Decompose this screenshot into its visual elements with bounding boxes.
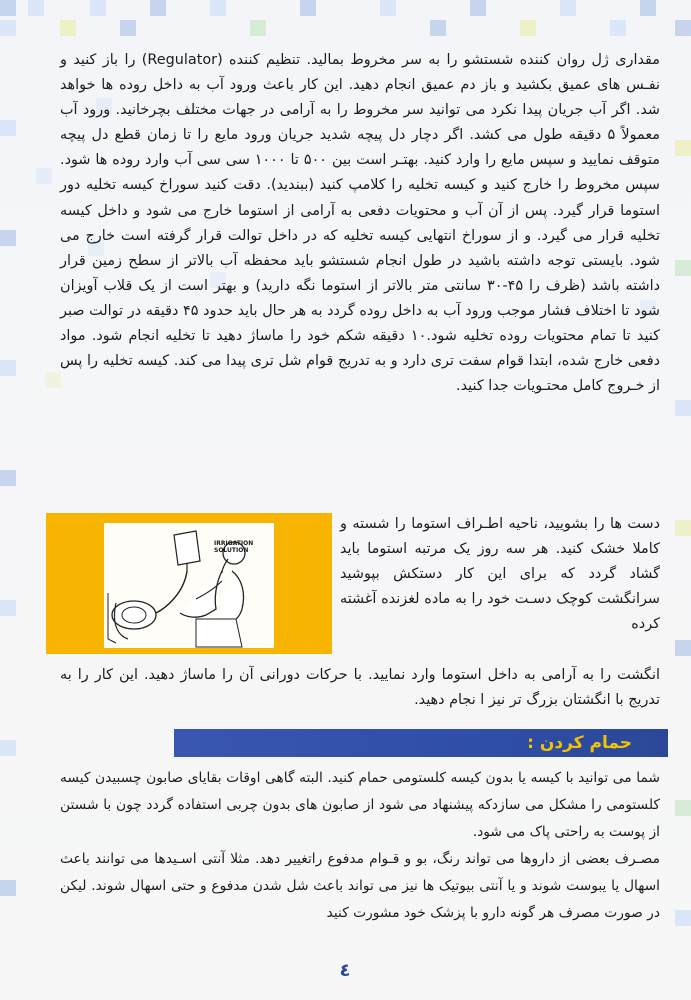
decor-tile xyxy=(430,20,446,36)
decor-tile xyxy=(470,0,486,16)
paragraph-stoma-care-continued: انگشت را به آرامی به داخل استوما وارد نمایید. با حرکات دورانی آن را ماساژ دهید. این کار را به تدریج با انگشتان بزرگ تر نیز ا نجام دهید. xyxy=(60,667,660,709)
irrigation-drawing xyxy=(46,513,332,654)
decor-tile xyxy=(675,910,691,926)
paragraph-medication: مصـرف بعضی از داروها می تواند رنگ، بو و قـوام مدفوع راتغییر دهد. مثلا آنتی اسـیدها می توانند باعث اسهال یا یبوست شوند و یا آنتی بیوتیک ها نیز می تواند باعث شل شدن مدفوع و حتی اسهال شوند. لیکن در صورت مصرف هر گونه دارو با پزشک خود مشورت کنید xyxy=(60,851,660,921)
paragraph-irrigation-steps: مقداری ژل روان کننده شستشو را به سر مخروط بمالید. تنظیم کننده (Regulator) را باز کنید و نفـس های عمیق بکشید و باز دم عمیق انجام دهید. این کار باعث ورود آب به داخل روده ها خواهد شد. اگر آب جریان پیدا نکرد می توانید سر مخروط را به آرامی در جهات مختلف بچرخانید. ورود آب معمولاً ۵ دقیقه طول می کشد. اگر دچار دل پیچه شدید جریان ورود مایع را تا زمان قطع دل پیچه متوقف نمایید و سپس مایع را وارد کنید. بهتـر است بین ۵۰۰ تا ۱۰۰۰ سی سی آب وارد روده ها شود. سپس مخروط را خارج کنید و کیسه تخلیه را کلامپ کنید (ببندید). دقت کنید سوراخ کیسه تخلیه دور استوما قرار گیرد. پس از آن آب و محتویات دفعی به آرامی از استوما خارج می شود و داخل کیسه تخلیه قرار می گیرد. و از سوراخ انتهایی کیسه تخلیه که در داخل توالت قرار گرفته است خارج می شود. بایستی توجه داشته باشید در طول انجام شستشو باید محفظه آب بالاتر از سطح زمین قرار داشته باشد (ظرف را ۴۵-۳۰ سانتی متر بالاتر از استوما نگه دارید) و بهتر است از یک قلاب آویزان شود تا اختلاف فشار موجب ورود آب به داخل روده گردد به هر حال باید حدود ۴۵ دقیقه در توالت صبر کنید تا تمام محتویات روده تخلیه شود.۱۰ دقیقه شکم خود را ماساژ دهید تا تخلیه انجام شود. مواد دفعی خارج شده، ابتدا قوام سفت تری دارد و به تدریج قوام شل تری پیدا می کند. کیسه تخلیه را پس از خـروج کامل محتـویات جدا کنید. xyxy=(60,52,661,395)
decor-tile xyxy=(0,360,16,376)
decor-tile xyxy=(380,0,396,16)
seat-box xyxy=(196,619,242,647)
decor-tile xyxy=(0,880,16,896)
decor-tile xyxy=(0,230,16,246)
paragraph-bathing-soap: شما می توانید با کیسه یا بدون کیسه کلستومی حمام کنید. البته گاهی اوقات بقایای صابون چسبیدن کیسه کلستومی را مشکل می سازدکه پیشنهاد می شود از صابون های بدون چربی استفاده گردد چون با شستن از پوست به راحتی پاک می شود. xyxy=(60,770,660,840)
irrigation-illustration xyxy=(46,513,332,654)
decor-tile xyxy=(610,20,626,36)
decor-tile xyxy=(28,0,44,16)
decor-tile xyxy=(675,140,691,156)
decor-tile xyxy=(300,0,316,16)
irrigation-bag xyxy=(174,531,200,565)
decor-tile xyxy=(0,20,16,36)
toilet-bowl xyxy=(112,601,156,629)
decor-tile xyxy=(675,20,691,36)
decor-tile xyxy=(210,0,226,16)
decor-tile xyxy=(675,260,691,276)
figure-caption-line-1: IRRIGATION xyxy=(214,540,254,547)
decor-tile xyxy=(250,20,266,36)
section-heading-bar xyxy=(174,729,668,757)
decor-tile xyxy=(520,20,536,36)
section-heading-bathing: حمام کردن : xyxy=(527,733,632,753)
decor-tile xyxy=(675,800,691,816)
decor-tile xyxy=(675,520,691,536)
decor-tile xyxy=(45,372,61,388)
decor-tile xyxy=(36,168,52,184)
decor-tile xyxy=(560,0,576,16)
decor-tile xyxy=(90,0,106,16)
decor-tile xyxy=(0,740,16,756)
decor-tile xyxy=(640,0,656,16)
decor-tile xyxy=(675,400,691,416)
decor-tile xyxy=(120,20,136,36)
paragraph-bathing xyxy=(60,765,660,927)
decor-tile xyxy=(0,470,16,486)
decor-tile xyxy=(0,120,16,136)
decor-tile xyxy=(60,20,76,36)
paragraph-stoma-care: دست ها را بشوييد، ناحيه اطـراف استوما را شسته و کاملا خشک کنيد. هر سه روز يک مرتبه استوما بايد گشاد گردد که براى اين کار دستکش بپوشيد سرانگشت کوچک دسـت خود را به ماده لغزنده آغشته کرده xyxy=(340,516,660,633)
decor-tile xyxy=(0,0,16,16)
decor-tile xyxy=(675,640,691,656)
figure-caption-line-2: SOLUTION xyxy=(214,547,249,554)
decor-tile xyxy=(150,0,166,16)
figure-caption xyxy=(214,540,253,554)
decor-tile xyxy=(0,600,16,616)
page-number: ٤ xyxy=(339,960,351,981)
